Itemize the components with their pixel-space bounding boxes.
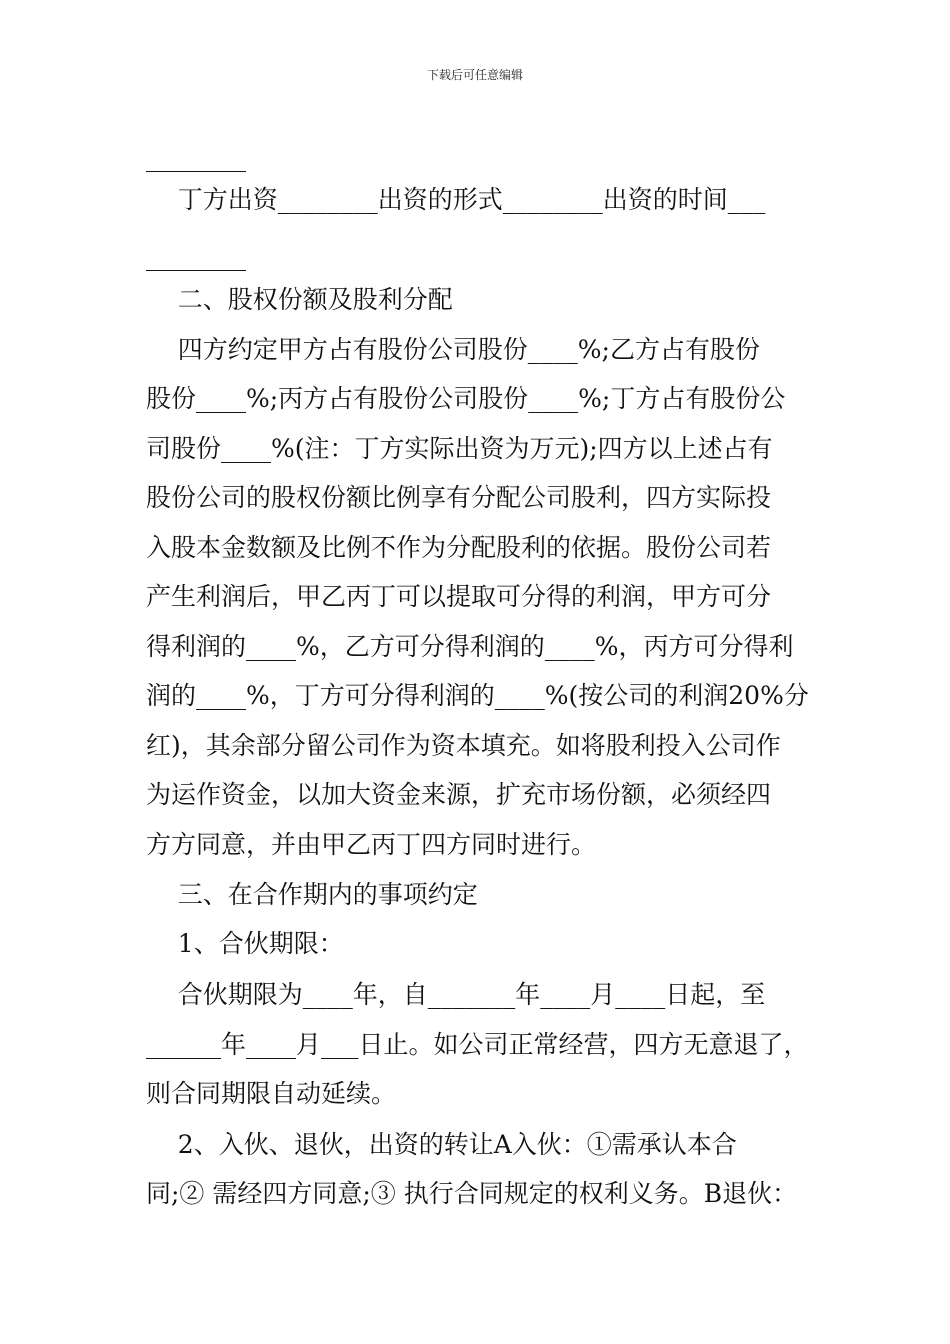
text-line: 同;② 需经四方同意;③ 执行合同规定的权利义务。B退伙： xyxy=(146,1179,798,1208)
section-heading: 三、在合作期内的事项约定 xyxy=(146,880,478,909)
text-line: 红)，其余部分留公司作为资本填充。如将股利投入公司作 xyxy=(146,731,781,760)
text-line: 丁方出资________出资的形式________出资的时间___ xyxy=(146,185,766,214)
text-line: 股份公司的股权份额比例享有分配公司股利，四方实际投 xyxy=(146,483,772,512)
text-line: 产生利润后，甲乙丙丁可以提取可分得的利润，甲方可分 xyxy=(146,582,772,611)
text-line: 司股份____%(注：丁方实际出资为万元);四方以上述占有 xyxy=(146,434,773,463)
text-line: 得利润的____%，乙方可分得利润的____%，丙方可分得利 xyxy=(146,632,794,661)
text-line: 入股本金数额及比例不作为分配股利的依据。股份公司若 xyxy=(146,533,772,562)
subsection-heading: 1、合伙期限： xyxy=(146,929,344,958)
text-line: ________ xyxy=(146,242,246,271)
text-line: 润的____%，丁方可分得利润的____%(按公司的利润20%分 xyxy=(146,681,809,710)
text-line: 方方同意，并由甲乙丙丁四方同时进行。 xyxy=(146,830,597,859)
section-heading: 二、股权份额及股利分配 xyxy=(146,285,453,314)
text-line: ________ xyxy=(146,143,246,172)
text-line: ______年____月___日止。如公司正常经营，四方无意退了， xyxy=(146,1030,809,1059)
text-line: 为运作资金，以加大资金来源，扩充市场份额，必须经四 xyxy=(146,780,772,809)
text-line: 四方约定甲方占有股份公司股份____%;乙方占有股份 xyxy=(146,335,760,364)
page-header: 下载后可任意编辑 xyxy=(426,68,523,82)
text-line: 股份____%;丙方占有股份公司股份____%;丁方占有股份公 xyxy=(146,384,786,413)
text-line: 2、入伙、退伙，出资的转让A入伙：①需承认本合 xyxy=(146,1130,737,1159)
text-line: 合伙期限为____年，自_______年____月____日起，至 xyxy=(146,980,766,1009)
text-line: 则合同期限自动延续。 xyxy=(146,1079,397,1108)
